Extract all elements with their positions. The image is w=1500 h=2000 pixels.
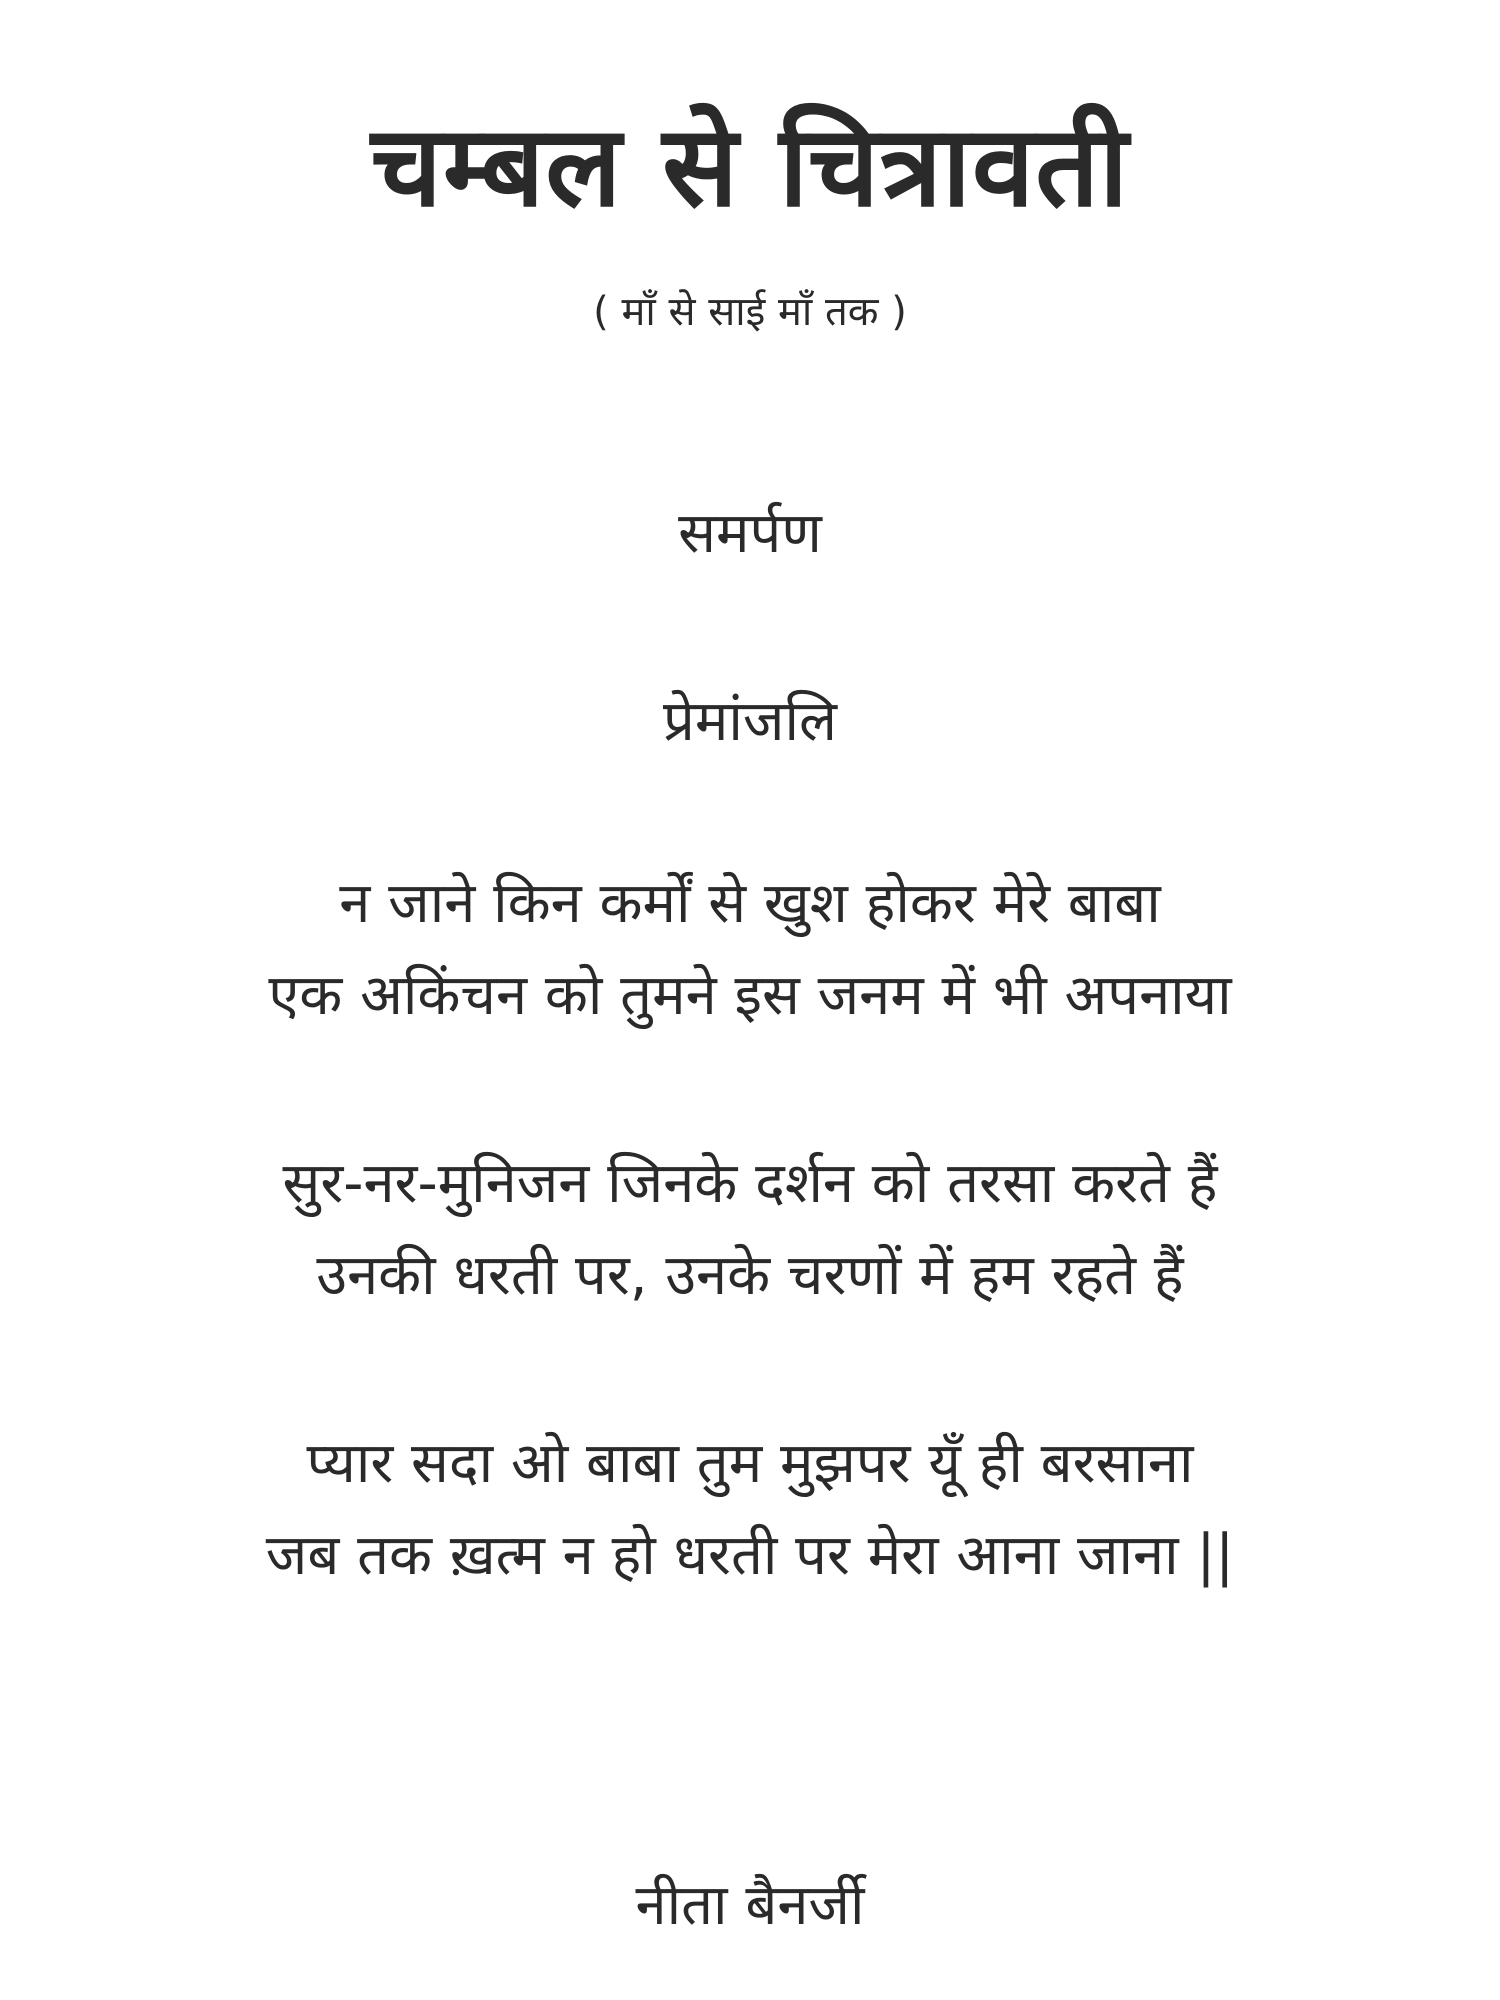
book-title: चम्बल से चित्रावती <box>370 102 1130 232</box>
verse-line: एक अकिंचन को तुमने इस जनम में भी अपनाया <box>268 963 1232 1028</box>
dedication-heading: समर्पण <box>678 501 822 566</box>
book-subtitle: ( माँ से साई माँ तक ) <box>593 289 907 335</box>
verse-line: उनकी धरती पर, उनके चरणों में हम रहते हैं <box>316 1243 1184 1308</box>
author-name: नीता बैनर्जी <box>635 1873 865 1938</box>
verse-line: जब तक ख़त्म न हो धरती पर मेरा आना जाना || <box>265 1523 1235 1588</box>
verse-line: प्यार सदा ओ बाबा तुम मुझपर यूँ ही बरसाना <box>306 1431 1194 1496</box>
verse-line: न जाने किन कर्मों से खुश होकर मेरे बाबा <box>339 871 1161 936</box>
verse-line: सुर-नर-मुनिजन जिनके दर्शन को तरसा करते हैं <box>282 1151 1218 1216</box>
offering-heading: प्रेमांजलि <box>663 689 837 754</box>
